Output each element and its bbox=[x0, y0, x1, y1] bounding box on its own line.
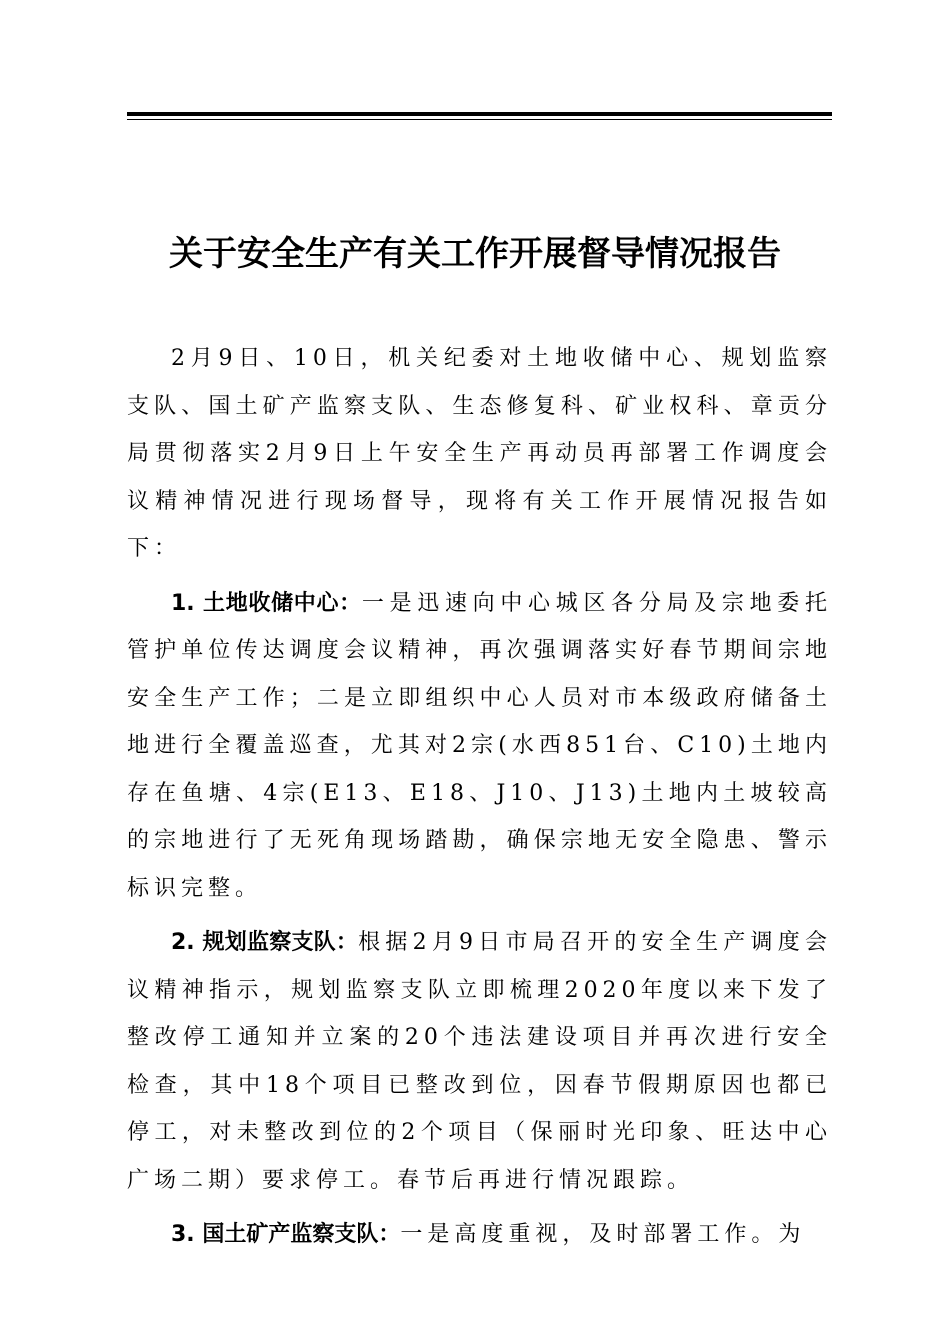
document-title: 关于安全生产有关工作开展督导情况报告 bbox=[169, 234, 781, 274]
section-lead-2: 2. 规划监察支队： bbox=[171, 930, 359, 955]
header-double-rule bbox=[127, 112, 832, 120]
intro-paragraph: 2月9日、10日，机关纪委对土地收储中心、规划监察支队、国土矿产监察支队、生态修复科、矿业权科、章贡分局贯彻落实2月9日上午安全生产再动员再部署工作调度会议精神情况进行现场督导，现将有关工作开展情况报告如下： bbox=[127, 346, 832, 561]
document-body bbox=[127, 335, 832, 1259]
section-text-1: 一是迅速向中心城区各分局及宗地委托管护单位传达调度会议精神，再次强调落实好春节期间宗地安全生产工作；二是立即组织中心人员对市本级政府储备土地进行全覆盖巡查，尤其对2宗(水西851台、C10)土地内存在鱼塘、4宗(E13、E18、J10、J13)土地内土坡较高的宗地进行了无死角现场踏勘，确保宗地无安全隐患、警示标识完整。 bbox=[127, 590, 832, 901]
section-paragraph-1 bbox=[127, 580, 832, 913]
section-text-3: 一是高度重视，及时部署工作。为 bbox=[400, 1222, 806, 1247]
section-paragraph-3 bbox=[127, 1211, 832, 1259]
section-lead-3: 3. 国土矿产监察支队： bbox=[171, 1222, 401, 1247]
section-paragraph-2 bbox=[127, 919, 832, 1204]
header-rule-thin bbox=[127, 119, 832, 120]
section-text-2: 根据2月9日市局召开的安全生产调度会议精神指示，规划监察支队立即梳理2020年度以来下发了整改停工通知并立案的20个违法建设项目并再次进行安全检查，其中18个项目已整改到位，因春节假期原因也都已停工，对未整改到位的2个项目（保丽时光印象、旺达中心广场二期）要求停工。春节后再进行情况跟踪。 bbox=[127, 930, 832, 1193]
section-lead-1: 1. 土地收储中心： bbox=[171, 590, 362, 616]
